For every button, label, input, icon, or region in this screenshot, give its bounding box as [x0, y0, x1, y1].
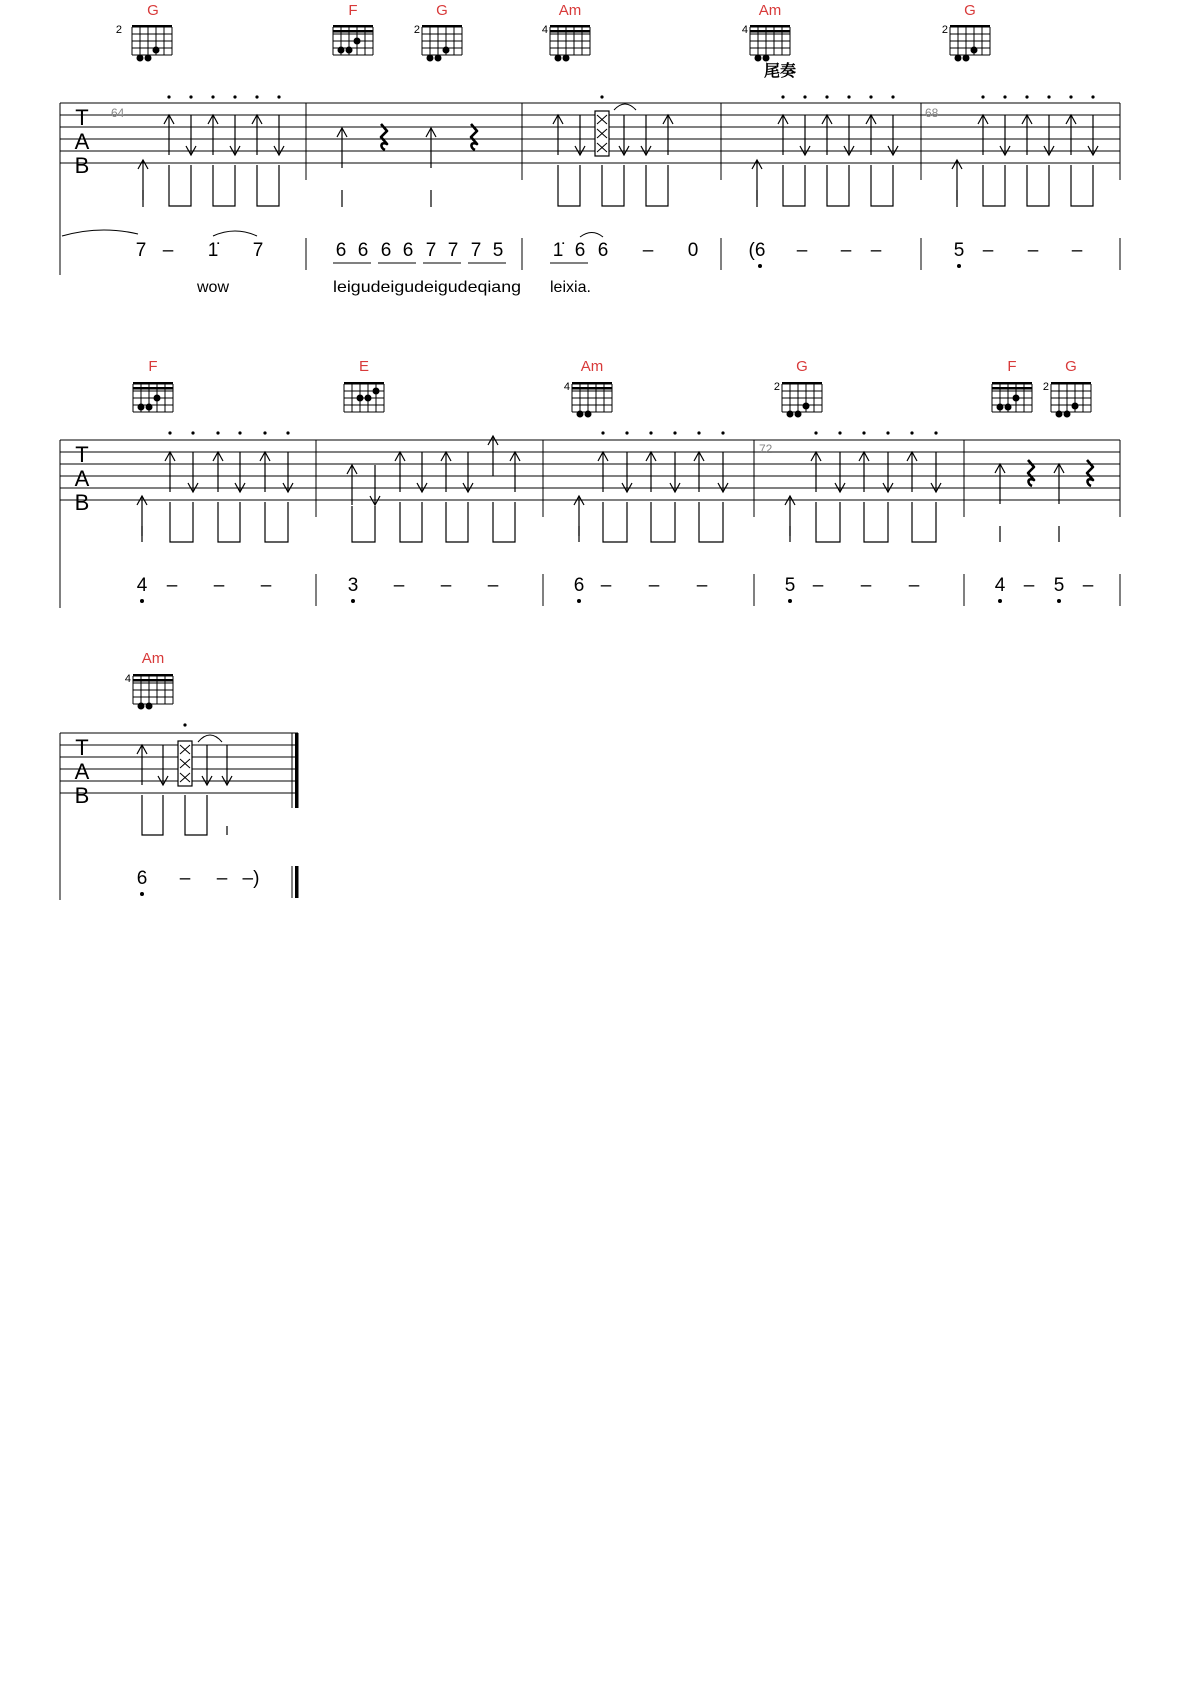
jianpu-note: 0 — [687, 240, 699, 261]
tab-letter-t: T — [75, 735, 89, 760]
jianpu-measure — [785, 575, 920, 603]
jianpu-note: – — [812, 575, 824, 596]
jianpu-note: – — [166, 575, 178, 596]
chord-name: Am — [580, 358, 604, 375]
jianpu-measure — [136, 231, 264, 296]
jianpu-note: 5 — [492, 240, 504, 261]
chord-diagram-g — [942, 2, 990, 62]
jianpu-note: (6 — [748, 240, 766, 261]
fret-number: 4 — [741, 24, 748, 36]
chord-name: Am — [558, 2, 582, 19]
chord-name: G — [964, 2, 976, 19]
jianpu-note: – — [982, 240, 994, 261]
jianpu-measure — [137, 868, 260, 896]
tab-letter-b: B — [74, 783, 90, 808]
fret-number: 2 — [1042, 381, 1049, 393]
tab-letter-b: B — [74, 153, 90, 178]
jianpu-note: 6 — [402, 240, 414, 261]
jianpu-note: – — [696, 575, 708, 596]
bar-number: 68 — [925, 106, 939, 120]
jianpu-note: 7 — [252, 240, 264, 261]
jianpu-note: 6 — [357, 240, 369, 261]
jianpu-note: 6 — [335, 240, 347, 261]
jianpu-note: 4 — [994, 575, 1006, 596]
jianpu-note: – — [1082, 575, 1094, 596]
chord-name: F — [148, 358, 158, 375]
jianpu-note: – — [642, 240, 654, 261]
chord-diagram-f — [333, 2, 373, 55]
fret-number: 2 — [941, 24, 948, 36]
jianpu-measure — [550, 233, 698, 297]
jianpu-note: – — [600, 575, 612, 596]
jianpu-measure — [995, 575, 1094, 603]
strum-pattern — [137, 723, 232, 835]
jianpu-note: – — [216, 868, 228, 889]
tab-letter-a: A — [74, 466, 90, 491]
lyric: leixia. — [550, 279, 591, 296]
lyric: leigudeigudeigudeqiang — [333, 279, 521, 296]
chord-name: G — [436, 2, 448, 19]
lyric: wow — [196, 279, 230, 296]
tab-letter-a: A — [74, 759, 90, 784]
jianpu-note: 7 — [470, 240, 482, 261]
chord-diagram-g — [414, 2, 462, 62]
jianpu-note: – — [1023, 575, 1035, 596]
jianpu-note: – — [440, 575, 452, 596]
chord-diagram-am — [564, 358, 612, 418]
jianpu-note: 1̇ — [207, 240, 219, 261]
jianpu-note: – — [213, 575, 225, 596]
chord-diagram-am — [542, 2, 590, 62]
chord-diagram-f — [992, 358, 1032, 412]
jianpu-note: – — [870, 240, 882, 261]
jianpu-note: –) — [242, 868, 260, 889]
section-label: 尾奏 — [763, 61, 797, 80]
jianpu-measure — [574, 575, 708, 603]
jianpu-measure — [348, 575, 499, 603]
chord-name: Am — [758, 2, 782, 19]
jianpu-note: 6 — [574, 240, 586, 261]
tab-letter-t: T — [75, 105, 89, 130]
jianpu-note: – — [1027, 240, 1039, 261]
chord-diagram-g — [116, 2, 172, 62]
jianpu-note: – — [487, 575, 499, 596]
system-2 — [60, 358, 1120, 608]
jianpu-note: – — [1071, 240, 1083, 261]
chord-diagram-am — [125, 650, 173, 710]
system-1 — [60, 2, 1120, 296]
strum-pattern — [785, 431, 941, 542]
chord-diagram-f — [133, 358, 173, 412]
jianpu-note: 1̇ — [552, 240, 564, 261]
jianpu-note: 7 — [447, 240, 459, 261]
jianpu-note: 3 — [347, 575, 359, 596]
jianpu-note: – — [860, 575, 872, 596]
jianpu-note: – — [162, 240, 174, 261]
chord-diagram-e — [344, 358, 384, 412]
jianpu-note: 4 — [136, 575, 148, 596]
jianpu-measure — [333, 240, 521, 296]
fret-number: 2 — [773, 381, 780, 393]
jianpu-measure — [137, 575, 272, 603]
system-3 — [60, 650, 299, 900]
fret-number: 4 — [124, 673, 131, 685]
jianpu-note: 5 — [953, 240, 965, 261]
jianpu-note: – — [393, 575, 405, 596]
fret-number: 2 — [115, 24, 122, 36]
jianpu-note: – — [796, 240, 808, 261]
chord-name: G — [796, 358, 808, 375]
jianpu-note: – — [908, 575, 920, 596]
fret-number: 4 — [563, 381, 570, 393]
chord-name: G — [1065, 358, 1077, 375]
chord-name: G — [147, 2, 159, 19]
strum-pattern — [995, 460, 1093, 542]
tab-letter-b: B — [74, 490, 90, 515]
tab-letter-a: A — [74, 129, 90, 154]
strum-pattern — [574, 431, 728, 542]
jianpu-note: 5 — [1053, 575, 1065, 596]
bar-number: 64 — [111, 106, 125, 120]
fret-number: 2 — [413, 24, 420, 36]
jianpu-note: 6 — [597, 240, 609, 261]
jianpu-note: – — [179, 868, 191, 889]
jianpu-note: – — [648, 575, 660, 596]
jianpu-note: – — [840, 240, 852, 261]
strum-pattern — [137, 431, 293, 542]
chord-diagram-g — [774, 358, 822, 418]
bar-number: 72 — [759, 442, 773, 456]
jianpu-note: 6 — [136, 868, 148, 889]
chord-name: F — [1007, 358, 1017, 375]
tab-letter-t: T — [75, 442, 89, 467]
chord-name: Am — [141, 650, 165, 667]
jianpu-note: 5 — [784, 575, 796, 596]
jianpu-note: 6 — [573, 575, 585, 596]
chord-name: F — [348, 2, 358, 19]
jianpu-note: 6 — [380, 240, 392, 261]
fret-number: 4 — [541, 24, 548, 36]
chord-diagram-g — [1043, 358, 1091, 418]
jianpu-note: 7 — [425, 240, 437, 261]
chord-diagram-am — [742, 2, 790, 62]
jianpu-note: – — [260, 575, 272, 596]
jianpu-note: 7 — [135, 240, 147, 261]
jianpu-measure — [749, 240, 882, 268]
strum-pattern — [337, 124, 477, 207]
chord-name: E — [358, 358, 370, 375]
jianpu-measure — [954, 240, 1083, 268]
